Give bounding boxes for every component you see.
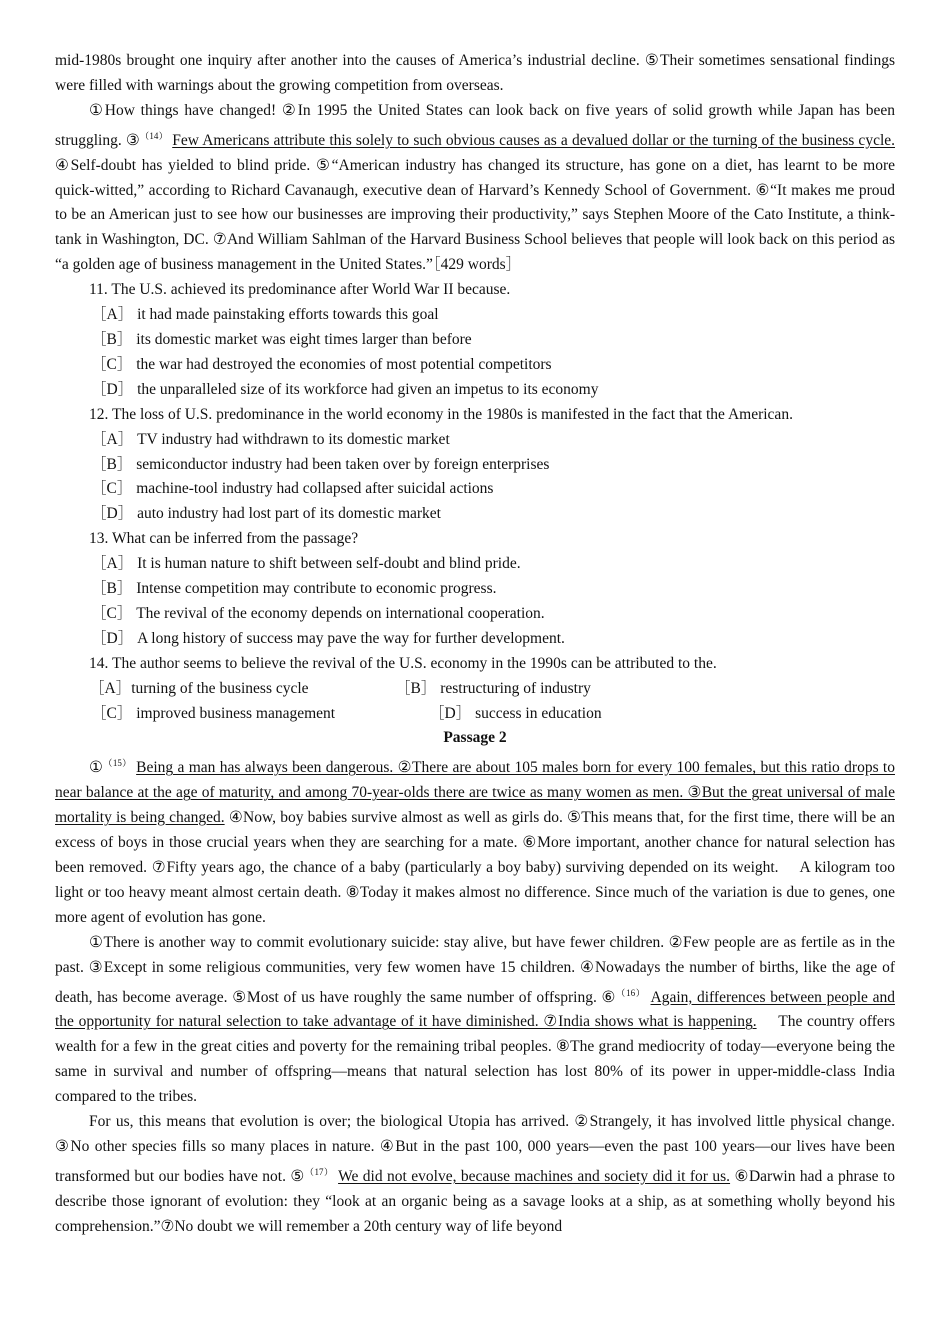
question-marker-15: （15）	[103, 758, 132, 769]
passage2-paragraph-1: ①$^{(15)}$ Being a man has always been dangerous. ②There are about 105 males born for every 100 females, but this ratio drops to near balance at the age of maturity, and among 70-year-olds there are twice as many women as men. ③But the great universal of male mortality is being changed. ④Now, boy babies survive almost as well as girls do. ⑤This means that, for the first time, there will be an excess of boys in those crucial years when they are searching for a mate. ⑥More important, another chance for natural selection has been removed. ⑦Fifty years ago, the chance of a baby (particularly a boy baby) surviving depended on its weight. A kilogram too light or too heavy meant almost certain death. ⑧Today it makes almost no difference. Since much of the variation is due to genes, one more agent of evolution has gone.	[55, 758, 895, 926]
underlined-sentence-14: Few Americans attribute this solely to such obvious causes as a devalued dollar or the turning of the business cycle.	[172, 131, 896, 149]
passage-2-heading: Passage 2	[443, 729, 507, 747]
question-11-option-c: ［C］ the war had destroyed the economies of most potential competitors	[91, 355, 552, 373]
underlined-sentence-17: We did not evolve, because machines and society did it for us.	[338, 1167, 731, 1185]
question-14-stem: 14. The author seems to believe the revival of the U.S. economy in the 1990s can be attributed to the.	[89, 654, 717, 672]
question-12-option-a: ［A］ TV industry had withdrawn to its domestic market	[91, 430, 450, 448]
question-14-options-row-2	[55, 702, 895, 727]
question-13-option-d: ［D］ A long history of success may pave the way for further development.	[91, 629, 565, 647]
question-marker-14: （14）	[140, 130, 169, 141]
question-12-option-c: ［C］ machine-tool industry had collapsed after suicidal actions	[91, 480, 494, 498]
question-marker-17: （17）	[304, 1166, 334, 1177]
question-11-stem: 11. The U.S. achieved its predominance after World War II because.	[89, 281, 511, 299]
question-14-options-row-1	[55, 677, 895, 702]
question-13-option-a: ［A］ It is human nature to shift between self-doubt and blind pride.	[91, 555, 521, 573]
question-13-stem: 13. What can be inferred from the passage?	[89, 530, 359, 548]
passage2-paragraph-2: ①There is another way to commit evolutionary suicide: stay alive, but have fewer children. ②Few people are as fertile as in the past. ③Except in some religious communities, very few women have 15 children. ④Nowadays the number of births, like the age of death, has become average. ⑤Most of us have roughly the same number of offspring. ⑥$^{(16)}$ Again, differences between people and the opportunity for natural selection to take advantage of it have diminished. ⑦India shows what is happening. The country offers wealth for a few in the great cities and poverty for the remaining tribal peoples. ⑧The grand mediocrity of today—everyone being the same in survival and number of offspring—means that natural selection has lost 80% of its power in upper-middle-class India compared to the tribes.	[55, 933, 895, 1106]
passage1-paragraph-continued: mid-1980s brought one inquiry after another into the causes of America’s industrial decline. ⑤Their sometimes sensational findings were filled with warnings about the growing competition from overseas.	[55, 52, 895, 94]
passage1-paragraph-final	[55, 99, 895, 278]
question-14-option-d: ［D］ success in education	[429, 704, 602, 722]
question-13-option-b: ［B］ Intense competition may contribute to economic progress.	[91, 580, 497, 598]
document-page	[55, 49, 895, 1240]
question-12-option-d: ［D］ auto industry had lost part of its domestic market	[91, 505, 441, 523]
question-11-option-d: ［D］ the unparalleled size of its workforce had given an impetus to its economy	[91, 380, 599, 398]
question-11-option-a: ［A］ it had made painstaking efforts towards this goal	[91, 306, 439, 324]
underlined-sentence-15: Being a man has always been dangerous. ②There are about 105 males born for every 100 females, but this ratio drops to near balance at the age of maturity, and among 70-year-olds there are twice as many women as men. ③But the great universal of male mortality is being changed.	[55, 759, 895, 827]
passage1-text: ①How things have changed! ②In 1995 the United States can look back on five years of solid growth while Japan has been struggling. ③	[55, 101, 895, 149]
passage2-paragraph-3: For us, this means that evolution is over; the biological Utopia has arrived. ②Strangely, it has involved little physical change. ③No other species fills so many places in nature. ④But in the past 100, 000 years—even the past 100 years—our lives have been transformed but our bodies have not. ⑤$^{(17)}$ We did not evolve, because machines and society did it for us. ⑥Darwin had a phrase to describe those ignorant of evolution: they “look at an organic being as a savage looks at a ship, as at something wholly beyond his comprehension.”⑦No doubt we will remember a 20th century way of life beyond	[55, 1113, 896, 1235]
question-14-option-b: ［B］ restructuring of industry	[395, 679, 591, 697]
passage1-text: ④Self-doubt has yielded to blind pride. ⑤“American industry has changed its structure, has gone on a diet, has learnt to be more quick-witted,” according to Richard Cavanaugh, executive dean of Harvard’s Kennedy School of Government. ⑥“It makes me proud to be an American just to see how our businesses are improving their productivity,” says Stephen Moore of the Cato Institute, a think-tank in Washington, DC. ⑦And William Sahlman of the Harvard Business School believes that people will look back on this period as “a golden age of business management in the United States.”［429 words］	[55, 156, 895, 274]
question-14-option-a: ［A］turning of the business cycle	[89, 679, 309, 697]
question-14-option-c: ［C］ improved business management	[91, 704, 336, 722]
underlined-sentence-16: Again, differences between people and the opportunity for natural selection to take advantage of it have diminished. ⑦India shows what is happening.	[55, 988, 895, 1031]
question-12-stem: 12. The loss of U.S. predominance in the world economy in the 1980s is manifested in the fact that the American.	[89, 405, 793, 423]
question-13-option-c: ［C］ The revival of the economy depends on international cooperation.	[91, 604, 545, 622]
question-12-option-b: ［B］ semiconductor industry had been taken over by foreign enterprises	[91, 455, 550, 473]
question-11-option-b: ［B］ its domestic market was eight times larger than before	[91, 330, 472, 348]
question-marker-16: （16）	[616, 987, 646, 998]
